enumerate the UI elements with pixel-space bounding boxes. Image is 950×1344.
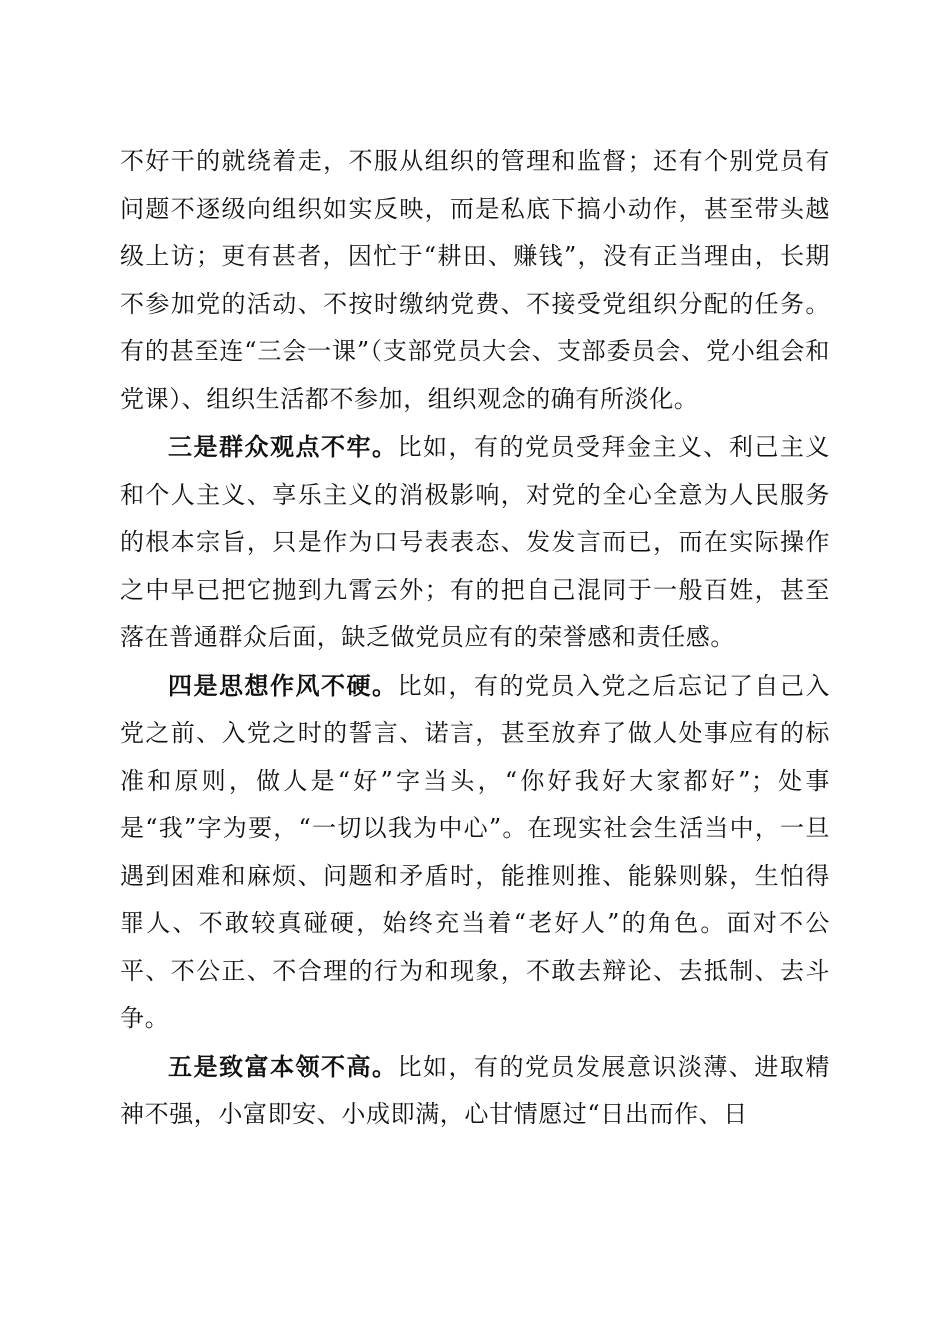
paragraph-4-heading: 五是致富本领不高。: [168, 1051, 398, 1081]
document-page: [120, 138, 830, 1139]
paragraph-3-heading: 四是思想作风不硬。: [168, 670, 398, 700]
paragraph-2-heading: 三是群众观点不牢。: [168, 432, 398, 461]
paragraph-3-text: 比如，有的党员入党之后忘记了自己入党之前、入党之时的誓言、诺言，甚至放弃了做人处事应有的标准和原则，做人是“好”字当头，“你好我好大家都好”；处事是“我”字为要，“一切以我为中心”。在现实社会生活当中，一旦遇到困难和麻烦、问题和矛盾时，能推则推、能躲则躲，生怕得罪人、不敢较真碰硬，始终充当着“老好人”的角色。面对不公平、不公正、不合理的行为和现象，不敢去辩论、去抵制、去斗争。: [120, 671, 830, 1032]
paragraph-4: [120, 1043, 830, 1139]
paragraph-3: [120, 662, 830, 1043]
paragraph-2: [120, 423, 830, 662]
paragraph-4-text: 比如，有的党员发展意识淡薄、进取精神不强，小富即安、小成即满，心甘情愿过“日出而作、日: [120, 1052, 830, 1128]
paragraph-1-text: 不好干的就绕着走，不服从组织的管理和监督；还有个别党员有问题不逐级向组织如实反映，而是私底下搞小动作，甚至带头越级上访；更有甚者，因忙于“耕田、赚钱”，没有正当理由，长期不参加党的活动、不按时缴纳党费、不接受党组织分配的任务。有的甚至连“三会一课”（支部党员大会、支部委员会、党小组会和党课）、组织生活都不参加，组织观念的确有所淡化。: [120, 147, 830, 413]
paragraph-1: [120, 138, 830, 423]
paragraph-2-text: 比如，有的党员受拜金主义、利己主义和个人主义、享乐主义的消极影响，对党的全心全意为人民服务的根本宗旨，只是作为口号表表态、发发言而已，而在实际操作之中早已把它抛到九霄云外；有的把自己混同于一般百姓，甚至落在普通群众后面，缺乏做党员应有的荣誉感和责任感。: [120, 433, 830, 651]
